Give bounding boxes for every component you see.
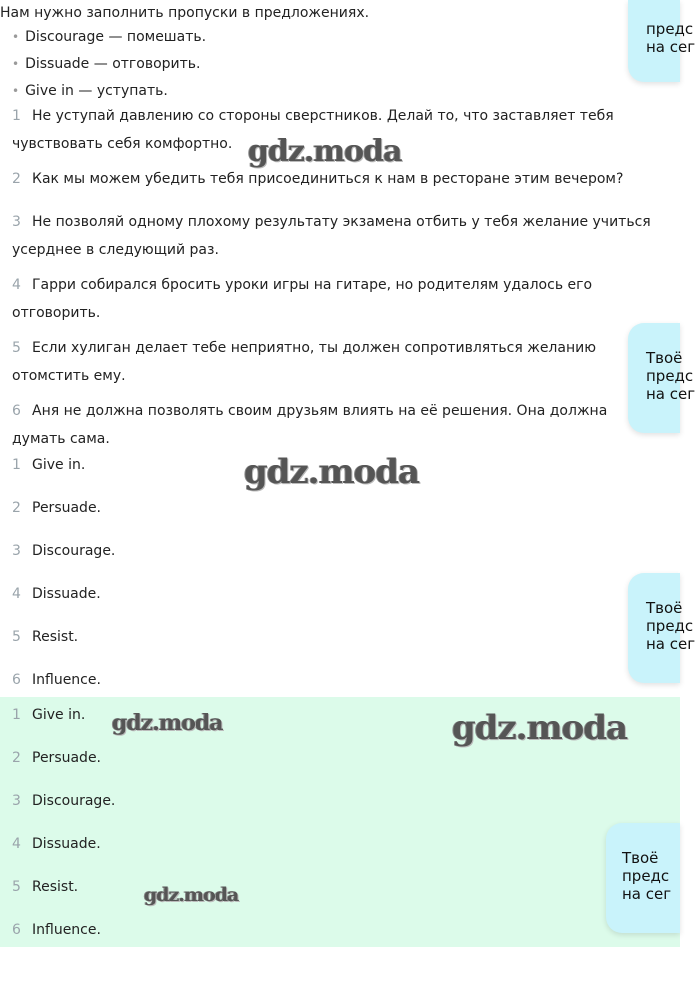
promo-text: Твоё [622, 849, 659, 867]
answer-item [12, 543, 115, 559]
answer-text: Dissuade. [32, 836, 101, 852]
sentence-item [12, 334, 652, 390]
answer-item [12, 457, 85, 473]
sentence-text: Если хулиган делает тебе неприятно, ты должен сопротивляться желанию отомстить ему. [12, 340, 596, 384]
watermark-logo: gdz.moda [144, 884, 239, 906]
watermark-logo: gdz.moda [244, 452, 420, 492]
item-number: 4 [12, 586, 21, 602]
promo-banner[interactable] [606, 823, 680, 933]
vocab-item [12, 83, 168, 99]
answer-item [12, 500, 101, 516]
answer-item [12, 672, 101, 688]
promo-text: предс [622, 867, 670, 885]
answer-item [12, 793, 115, 809]
promo-banner[interactable] [628, 323, 695, 433]
answer-item [12, 586, 101, 602]
promo-text: предс [646, 617, 694, 635]
promo-text: предс [646, 20, 694, 38]
item-number: 4 [12, 836, 21, 852]
item-number: 2 [12, 500, 21, 516]
item-number: 6 [12, 403, 21, 419]
item-number: 2 [12, 750, 21, 766]
sentence-text: Как мы можем убедить тебя присоединиться к нам в ресторане этим вечером? [32, 171, 624, 187]
sentence-item [12, 165, 652, 193]
watermark-logo: gdz.moda [452, 708, 628, 748]
bullet-icon: • [12, 57, 20, 71]
item-number: 3 [12, 793, 21, 809]
item-number: 1 [12, 108, 21, 124]
answer-text: Persuade. [32, 750, 102, 766]
item-number: 5 [12, 340, 21, 356]
answer-text: Persuade. [32, 500, 102, 516]
answer-item [12, 629, 78, 645]
answer-item [12, 707, 85, 723]
promo-text: Твоё [646, 349, 683, 367]
sentence-text: Не уступай давлению со стороны сверстников. Делай то, что заставляет тебя чувствовать себя комфортно. [12, 108, 614, 152]
sentence-text: Не позволяй одному плохому результату экзамена отбить у тебя желание учиться усерднее в следующий раз. [12, 214, 651, 258]
promo-text: Твоё [646, 599, 683, 617]
item-number: 3 [12, 214, 21, 230]
item-number: 5 [12, 879, 21, 895]
answer-text: Give in. [32, 457, 86, 473]
sentence-text: Гарри собирался бросить уроки игры на гитаре, но родителям удалось его отговорить. [12, 277, 593, 321]
watermark-logo: gdz.moda [112, 710, 223, 736]
vocab-item [12, 56, 201, 72]
item-number: 6 [12, 672, 21, 688]
answer-text: Influence. [32, 922, 101, 938]
intro-text: Нам нужно заполнить пропуски в предложениях. [0, 5, 370, 21]
sentence-text: Аня не должна позволять своим друзьям влиять на её решения. Она должна думать сама. [12, 403, 608, 447]
promo-text: на сег [646, 38, 695, 56]
sentence-item [12, 208, 652, 264]
item-number: 6 [12, 922, 21, 938]
answer-text: Discourage. [32, 543, 116, 559]
watermark-logo: gdz.moda [248, 134, 402, 169]
answer-item [12, 922, 101, 938]
vocab-text: Dissuade — отговорить. [25, 56, 201, 72]
item-number: 3 [12, 543, 21, 559]
sentence-item [12, 271, 652, 327]
promo-text: на сег [646, 635, 695, 653]
answer-text: Dissuade. [32, 586, 101, 602]
answer-text: Influence. [32, 672, 101, 688]
item-number: 1 [12, 707, 21, 723]
sentence-item [12, 397, 652, 453]
answer-text: Discourage. [32, 793, 116, 809]
answer-item [12, 836, 101, 852]
answer-text: Give in. [32, 707, 86, 723]
item-number: 2 [12, 171, 21, 187]
answer-item [12, 879, 78, 895]
bullet-icon: • [12, 84, 20, 98]
promo-text: предс [646, 367, 694, 385]
item-number: 5 [12, 629, 21, 645]
bullet-icon: • [12, 30, 20, 44]
item-number: 4 [12, 277, 21, 293]
vocab-item [12, 29, 206, 45]
promo-text: на сег [622, 885, 672, 903]
promo-banner[interactable] [628, 0, 695, 82]
answer-text: Resist. [32, 879, 79, 895]
answer-item [12, 750, 101, 766]
promo-banner[interactable] [628, 573, 695, 683]
item-number: 1 [12, 457, 21, 473]
vocab-text: Discourage — помешать. [25, 29, 207, 45]
promo-text: на сег [646, 385, 695, 403]
answer-text: Resist. [32, 629, 79, 645]
vocab-text: Give in — уступать. [25, 83, 168, 99]
